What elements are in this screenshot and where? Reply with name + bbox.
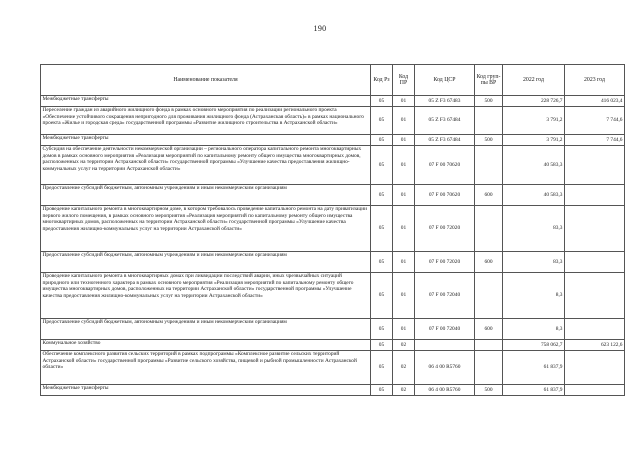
row-name: Проведение капитального ремонта в многоквартирном доме, в котором требовалось проведение капитального ремонта на дату приватизации первого жилого помещения, в рамках основного мероприятия «Реализация мероприятий по капитальному ремонту общего имущества многоквартирных домов, расположенных на территории Астраханской области» государственной программы «Улучшение качества предоставления жилищно-коммунальных услуг на территории Астраханской области» [41, 206, 371, 252]
budget-table [40, 64, 625, 396]
row-2023 [565, 185, 625, 206]
row-2023 [565, 146, 625, 185]
row-csr: 07 F 00 70620 [415, 185, 475, 206]
row-2022: 228 726,7 [503, 96, 565, 107]
row-vr: 500 [475, 385, 503, 396]
row-pr: 01 [393, 135, 415, 146]
table-row [41, 319, 625, 340]
row-pr: 02 [393, 351, 415, 385]
row-2023: 416 023,4 [565, 96, 625, 107]
table-row [41, 135, 625, 146]
row-csr: 07 F 00 72040 [415, 319, 475, 340]
table-header-row [41, 65, 625, 96]
row-2022: 3 791,2 [503, 107, 565, 135]
row-pr: 01 [393, 206, 415, 252]
row-2023 [565, 273, 625, 319]
row-name: Субсидия на обеспечение деятельности некоммерческой организации – регионального оператора капитального ремонта многоквартирных домов в рамках основного мероприятия «Реализация мероприятий по капитальному ремонту общего имущества многоквартирных домов, расположенных на территории Астраханской области» государственной программы «Улучшение качества предоставления жилищно-коммунальных услуг на территории Астраханской области» [41, 146, 371, 185]
page-number: 190 [313, 24, 327, 33]
row-pr: 01 [393, 96, 415, 107]
table-row [41, 146, 625, 185]
row-vr [475, 340, 503, 351]
row-2022: 3 791,2 [503, 135, 565, 146]
row-2023 [565, 385, 625, 396]
row-rz: 05 [371, 273, 393, 319]
row-2022: 61 837,9 [503, 385, 565, 396]
row-2023: 7 744,6 [565, 107, 625, 135]
row-vr: 600 [475, 185, 503, 206]
row-2022: 8,3 [503, 273, 565, 319]
row-csr: 06 4 00 R5760 [415, 351, 475, 385]
row-vr [475, 206, 503, 252]
row-name: Предоставление субсидий бюджетным, автономным учреждениям и иным некоммерческим организациям [41, 252, 371, 273]
row-csr: 05 Z F3 67483 [415, 96, 475, 107]
row-name: Межбюджетные трансферты [41, 96, 371, 107]
header-csr: Код ЦСР [415, 65, 475, 96]
row-vr [475, 351, 503, 385]
table-row [41, 273, 625, 319]
table-row [41, 340, 625, 351]
row-rz: 05 [371, 351, 393, 385]
row-csr: 07 F 00 70620 [415, 146, 475, 185]
header-name: Наименование показателя [41, 65, 371, 96]
header-2022: 2022 год [503, 65, 565, 96]
table-row [41, 96, 625, 107]
row-csr [415, 340, 475, 351]
row-pr: 02 [393, 385, 415, 396]
row-name: Обеспечение комплексного развития сельских территорий в рамках подпрограммы «Комплексное развитие сельских территорий Астраханской области» государственной программы «Развитие сельского хозяйства, пищевой и рыбной промышленности Астраханской области» [41, 351, 371, 385]
row-2023 [565, 319, 625, 340]
table-row [41, 351, 625, 385]
table-row [41, 107, 625, 135]
row-vr [475, 273, 503, 319]
row-csr: 06 4 00 R5760 [415, 385, 475, 396]
row-pr: 01 [393, 185, 415, 206]
row-rz: 05 [371, 252, 393, 273]
row-2023 [565, 351, 625, 385]
row-vr: 500 [475, 96, 503, 107]
row-csr: 07 F 00 72020 [415, 252, 475, 273]
row-rz: 05 [371, 185, 393, 206]
row-vr: 500 [475, 135, 503, 146]
row-rz: 05 [371, 385, 393, 396]
table-row [41, 185, 625, 206]
table-row [41, 252, 625, 273]
row-rz: 05 [371, 107, 393, 135]
row-name: Предоставление субсидий бюджетным, автономным учреждениям и иным некоммерческим организациям [41, 319, 371, 340]
row-pr: 01 [393, 146, 415, 185]
row-csr: 07 F 00 72020 [415, 206, 475, 252]
table-row [41, 206, 625, 252]
row-vr [475, 146, 503, 185]
row-pr: 02 [393, 340, 415, 351]
row-2023 [565, 252, 625, 273]
row-name: Коммунальное хозяйство [41, 340, 371, 351]
row-vr: 600 [475, 319, 503, 340]
row-pr: 01 [393, 273, 415, 319]
header-vr: Код груп-пы ВР [475, 65, 503, 96]
row-name: Проведение капитального ремонта в многоквартирных домах при ликвидации последствий аварии, иных чрезвычайных ситуаций природного или техногенного характера в рамках основного мероприятия «Реализация мероприятий по капитальному ремонту общего имущества многоквартирных домов, расположенных на территории Астраханской области» государственной программы «Улучшение качества предоставления жилищно-коммунальных услуг на территории Астраханской области» [41, 273, 371, 319]
row-vr: 600 [475, 252, 503, 273]
row-2022: 8,3 [503, 319, 565, 340]
row-csr: 05 Z F3 67484 [415, 107, 475, 135]
header-pr: Код ПР [393, 65, 415, 96]
row-2023: 7 744,6 [565, 135, 625, 146]
row-2022: 83,3 [503, 252, 565, 273]
row-2022: 40 583,3 [503, 146, 565, 185]
row-rz: 05 [371, 206, 393, 252]
row-2023 [565, 206, 625, 252]
row-rz: 05 [371, 135, 393, 146]
header-2023: 2023 год [565, 65, 625, 96]
row-pr: 01 [393, 107, 415, 135]
row-rz: 05 [371, 319, 393, 340]
row-name: Переселение граждан из аварийного жилищного фонда в рамках основного мероприятия по реализации регионального проекта «Обеспечение устойчивого сокращения непригодного для проживания жилищного фонда (Астраханская область)» в рамках национального проекта «Жилье и городская среда» государственной программы «Развитие жилищного строительства в Астраханской области» [41, 107, 371, 135]
row-name: Предоставление субсидий бюджетным, автономным учреждениям и иным некоммерческим организациям [41, 185, 371, 206]
row-2022: 83,3 [503, 206, 565, 252]
table-row [41, 385, 625, 396]
header-rz: Код Рз [371, 65, 393, 96]
row-name: Межбюджетные трансферты [41, 135, 371, 146]
row-2022: 61 837,9 [503, 351, 565, 385]
row-2022: 758 062,7 [503, 340, 565, 351]
row-name: Межбюджетные трансферты [41, 385, 371, 396]
row-rz: 05 [371, 146, 393, 185]
row-rz: 05 [371, 340, 393, 351]
row-rz: 05 [371, 96, 393, 107]
row-csr: 05 Z F3 67484 [415, 135, 475, 146]
row-2022: 40 583,3 [503, 185, 565, 206]
row-csr: 07 F 00 72040 [415, 273, 475, 319]
row-pr: 01 [393, 252, 415, 273]
row-2023: 623 122,6 [565, 340, 625, 351]
row-pr: 01 [393, 319, 415, 340]
row-vr [475, 107, 503, 135]
